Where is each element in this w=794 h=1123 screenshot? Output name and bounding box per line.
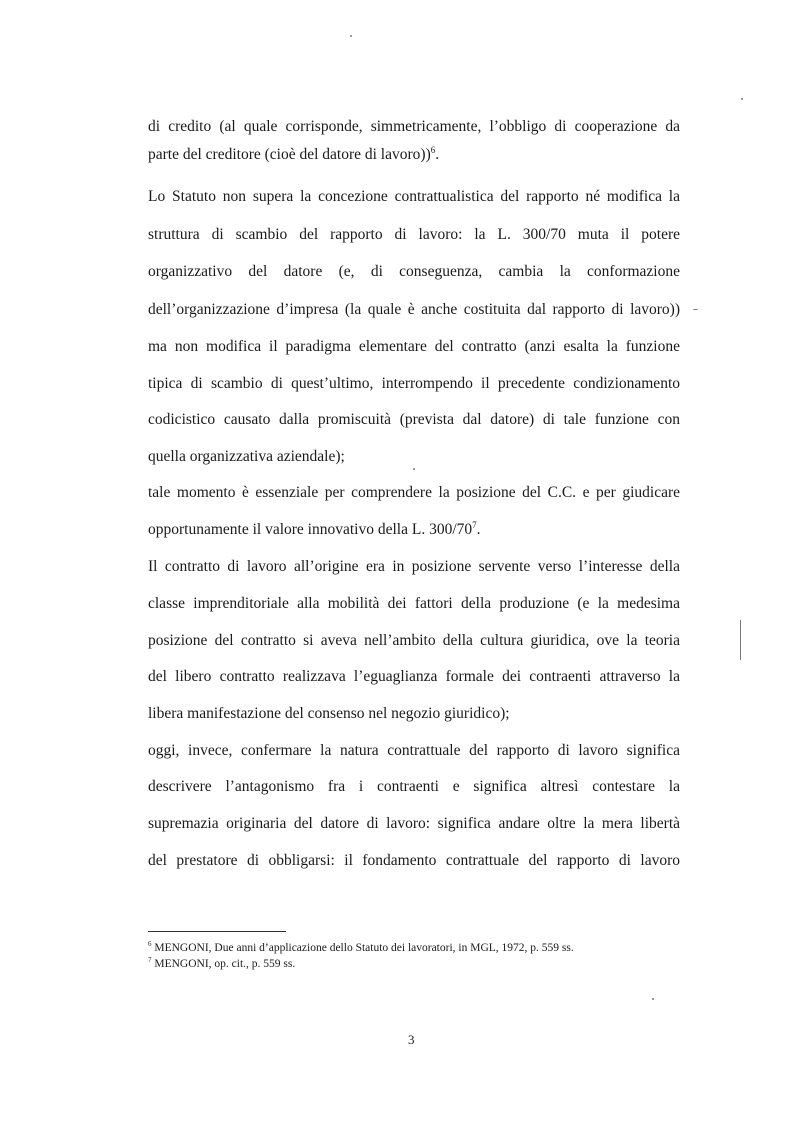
scan-speck	[413, 468, 415, 470]
text-line: organizzativo del datore (e, di conseguenza, cambia la conformazione	[148, 263, 680, 280]
text-line: ma non modifica il paradigma elementare del contratto (anzi esalta la funzione	[148, 338, 680, 355]
text-line: tipica di scambio di quest’ultimo, interrompendo il precedente condizionamento	[148, 375, 680, 392]
text-line	[148, 145, 680, 165]
footnote-6	[148, 941, 574, 955]
scan-speck	[741, 98, 743, 100]
text-line: di credito (al quale corrisponde, simmetricamente, l’obbligo di cooperazione da	[148, 118, 680, 135]
footnote-number: 6	[148, 940, 152, 949]
text-line: struttura di scambio del rapporto di lavoro: la L. 300/70 muta il potere	[148, 226, 680, 243]
footnote-7	[148, 957, 295, 971]
text-line: quella organizzativa aziendale);	[148, 448, 345, 465]
footnote-number: 7	[148, 956, 152, 965]
footnote-separator	[148, 931, 286, 932]
footnote-text: MENGONI, op. cit., p. 559 ss.	[151, 958, 296, 970]
scan-speck	[652, 998, 654, 1000]
text-line: supremazia originaria del datore di lavoro: significa andare oltre la mera libertà	[148, 815, 680, 832]
text-line: Lo Statuto non supera la concezione contrattualistica del rapporto né modifica la	[148, 188, 680, 205]
text-line: libera manifestazione del consenso nel negozio giuridico);	[148, 705, 510, 722]
footnote-ref-6[interactable]: 6	[430, 144, 436, 155]
footnote-text: MENGONI, Due anni d’applicazione dello Statuto dei lavoratori, in MGL, 1972, p. 559 ss.	[151, 942, 574, 954]
page-number: 3	[408, 1032, 415, 1047]
text-span: .	[435, 146, 440, 163]
text-line	[148, 520, 680, 540]
text-line: posizione del contratto si aveva nell’ambito della cultura giuridica, ove la teoria	[148, 632, 680, 649]
scan-speck	[350, 35, 352, 37]
text-line: oggi, invece, confermare la natura contrattuale del rapporto di lavoro significa	[148, 742, 680, 759]
text-span: .	[476, 521, 481, 538]
footnote-ref-7[interactable]: 7	[472, 519, 477, 530]
text-line: descrivere l’antagonismo fra i contraenti e significa altresì contestare la	[148, 778, 680, 795]
text-span: parte del creditore (cioè del datore di lavoro))	[148, 146, 431, 163]
scan-speck	[693, 309, 698, 310]
text-line: del prestatore di obbligarsi: il fondamento contrattuale del rapporto di lavoro	[148, 852, 680, 869]
text-line: Il contratto di lavoro all’origine era in posizione servente verso l’interesse della	[148, 558, 680, 575]
text-line: dell’organizzazione d’impresa (la quale è anche costituita dal rapporto di lavoro))	[148, 301, 680, 318]
text-line: del libero contratto realizzava l’eguaglianza formale dei contraenti attraverso la	[148, 668, 680, 685]
text-line: tale momento è essenziale per comprendere la posizione del C.C. e per giudicare	[148, 484, 680, 501]
text-line: classe imprenditoriale alla mobilità dei fattori della produzione (e la medesima	[148, 595, 680, 612]
scan-speck	[740, 620, 741, 660]
text-line: codicistico causato dalla promiscuità (prevista dal datore) di tale funzione con	[148, 411, 680, 428]
text-span: opportunamente il valore innovativo della L. 300/70	[148, 521, 473, 538]
